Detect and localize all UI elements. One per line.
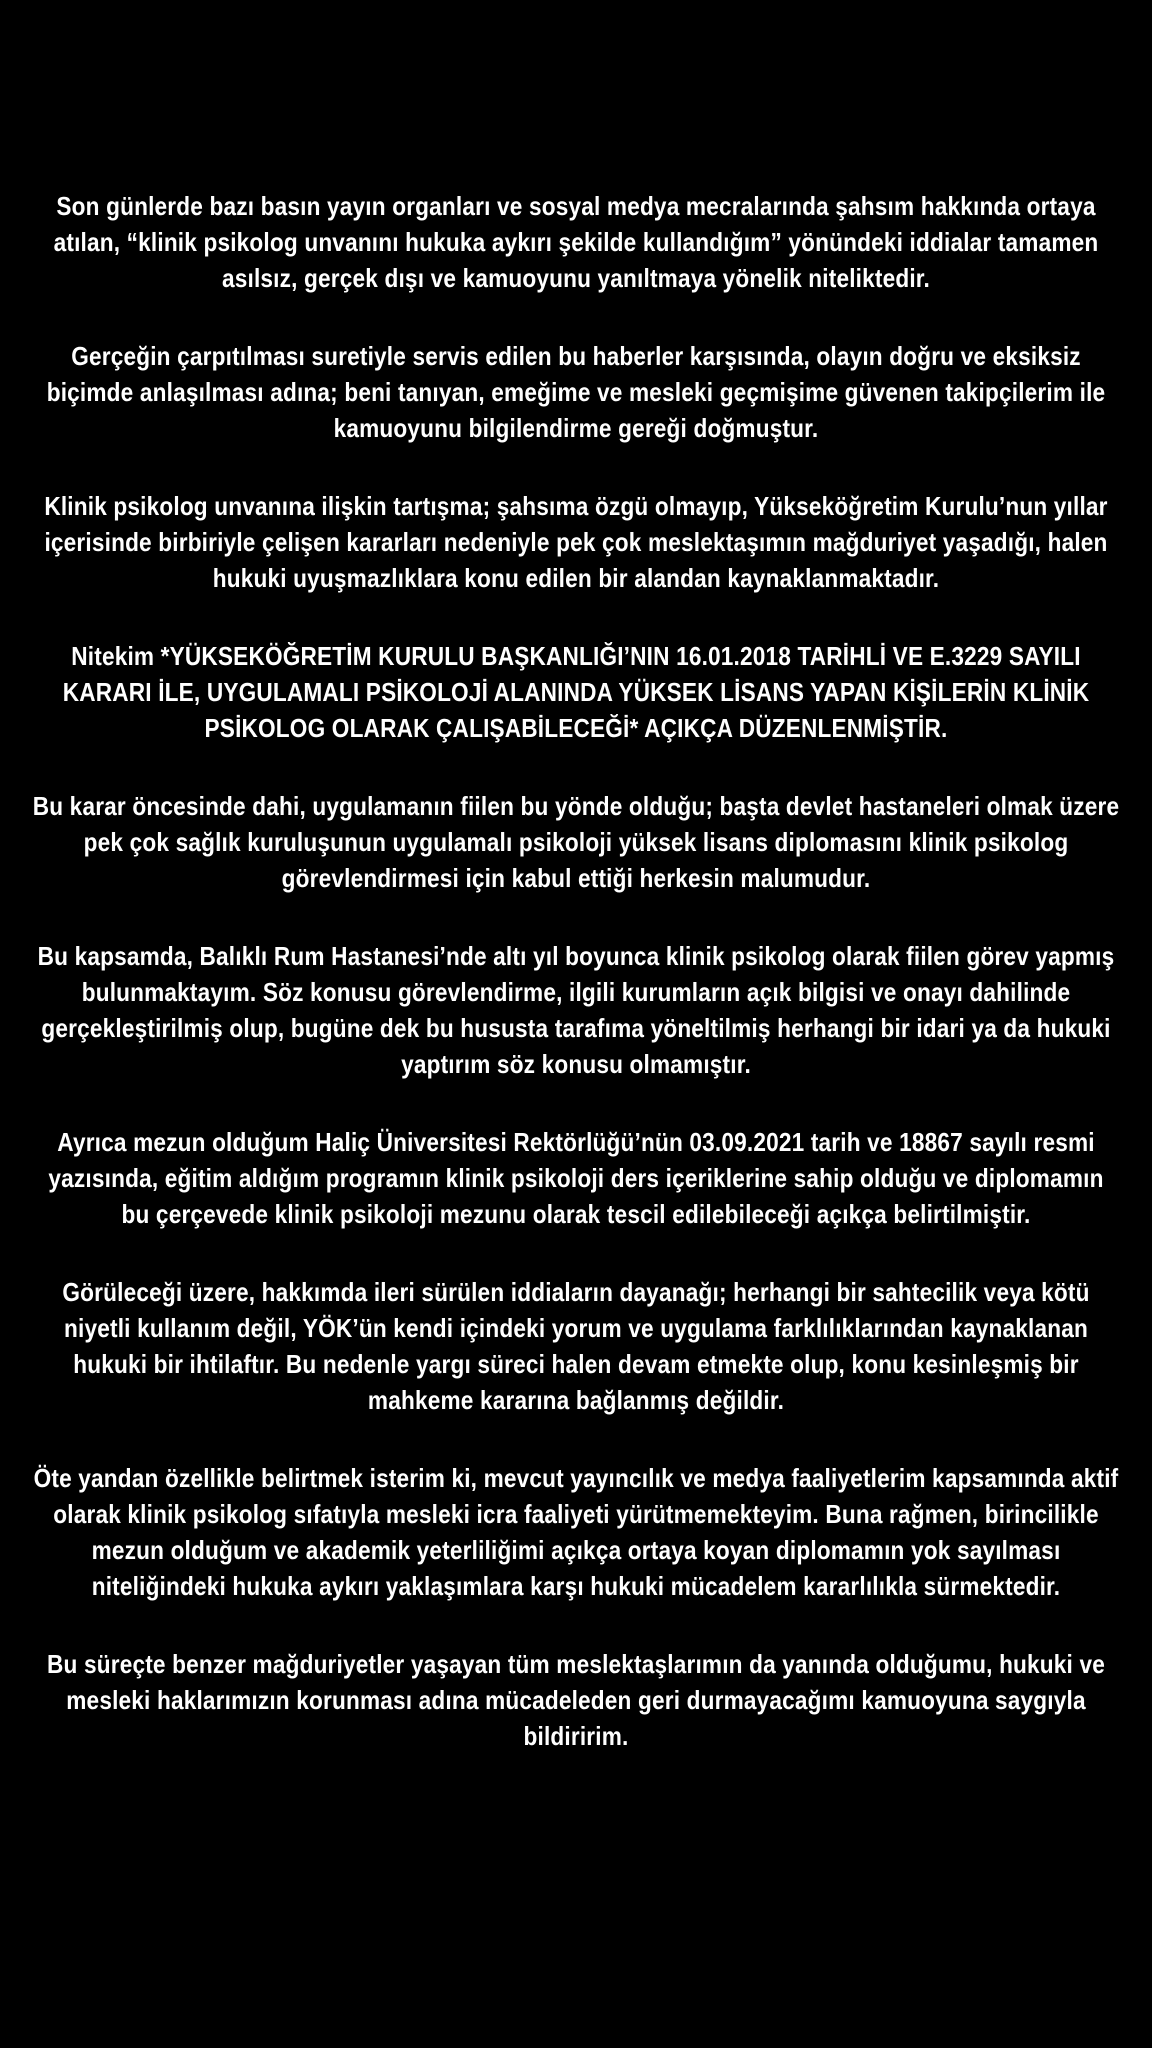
statement-paragraph-4-yok-decision: Nitekim *YÜKSEKÖĞRETİM KURULU BAŞKANLIĞI’NIN 16.01.2018 TARİHLİ VE E.3229 SAYILI KARARI İLE, UYGULAMALI PSİKOLOJİ ALANINDA YÜKSEK LİSANS YAPAN KİŞİLERİN KLİNİK PSİKOLOG OLARAK ÇALIŞABİLECEĞİ* AÇIKÇA DÜZENLENMİŞTİR. — [62, 641, 1090, 743]
statement-paragraph-1: Son günlerde bazı basın yayın organları ve sosyal medya mecralarında şahsım hakkında ortaya atılan, “klinik psikolog unvanını hukuka aykırı şekilde kullandığım” yönündeki iddialar tamamen asılsız, gerçek dışı ve kamuoyunu yanıltmaya yönelik niteliktedir. — [53, 191, 1099, 293]
statement-text-block — [31, 188, 1120, 1754]
statement-paragraph-8: Görüleceği üzere, hakkımda ileri sürülen iddiaların dayanağı; herhangi bir sahtecilik veya kötü niyetli kullanım değil, YÖK’ün kendi içindeki yorum ve uygulama farklılıklarından kaynaklanan hukuki bir ihtilaftır. Bu nedenle yargı süreci halen devam etmekte olup, konu kesinleşmiş bir mahkeme kararına bağlanmış değildir. — [62, 1277, 1090, 1415]
statement-paragraph-2: Gerçeğin çarpıtılması suretiyle servis edilen bu haberler karşısında, olayın doğru ve eksiksiz biçimde anlaşılması adına; beni tanıyan, emeğime ve mesleki geçmişime güvenen takipçilerim ile kamuoyunu bilgilendirme gereği doğmuştur. — [46, 341, 1106, 443]
statement-paragraph-6: Bu kapsamda, Balıklı Rum Hastanesi’nde altı yıl boyunca klinik psikolog olarak fiilen görev yapmış bulunmaktayım. Söz konusu görevlendirme, ilgili kurumların açık bilgisi ve onayı dahilinde gerçekleştirilmiş olup, bugüne dek bu hususta tarafıma yöneltilmiş herhangi bir idari ya da hukuki yaptırım söz konusu olmamıştır. — [37, 941, 1115, 1079]
statement-paragraph-10: Bu süreçte benzer mağduriyetler yaşayan tüm meslektaşlarımın da yanında olduğumu, hukuki ve mesleki haklarımızın korunması adına mücadeleden geri durmayacağımı kamuoyuna saygıyla bildiririm. — [47, 1649, 1105, 1751]
statement-paragraph-9: Öte yandan özellikle belirtmek isterim ki, mevcut yayıncılık ve medya faaliyetlerim kapsamında aktif olarak klinik psikolog sıfatıyla mesleki icra faaliyeti yürütmemekteyim. Buna rağmen, birincilikle mezun olduğum ve akademik yeterliliğimi açıkça ortaya koyan diplomamın yok sayılması niteliğindeki hukuka aykırı yaklaşımlara karşı hukuki mücadelem kararlılıkla sürmektedir. — [33, 1463, 1119, 1601]
statement-paragraph-7: Ayrıca mezun olduğum Haliç Üniversitesi Rektörlüğü’nün 03.09.2021 tarih ve 18867 sayılı resmi yazısında, eğitim aldığım programın klinik psikoloji ders içeriklerine sahip olduğu ve diplomamın bu çerçevede klinik psikoloji mezunu olarak tescil edilebileceği açıkça belirtilmiştir. — [48, 1127, 1104, 1229]
statement-paragraph-3: Klinik psikolog unvanına ilişkin tartışma; şahsıma özgü olmayıp, Yükseköğretim Kurulu’nun yıllar içerisinde birbiriyle çelişen kararları nedeniyle pek çok meslektaşımın mağduriyet yaşadığı, halen hukuki uyuşmazlıklara konu edilen bir alandan kaynaklanmaktadır. — [44, 491, 1108, 593]
statement-paragraph-5: Bu karar öncesinde dahi, uygulamanın fiilen bu yönde olduğu; başta devlet hastaneleri olmak üzere pek çok sağlık kuruluşunun uygulamalı psikoloji yüksek lisans diplomasını klinik psikolog görevlendirmesi için kabul ettiği herkesin malumudur. — [32, 791, 1120, 893]
